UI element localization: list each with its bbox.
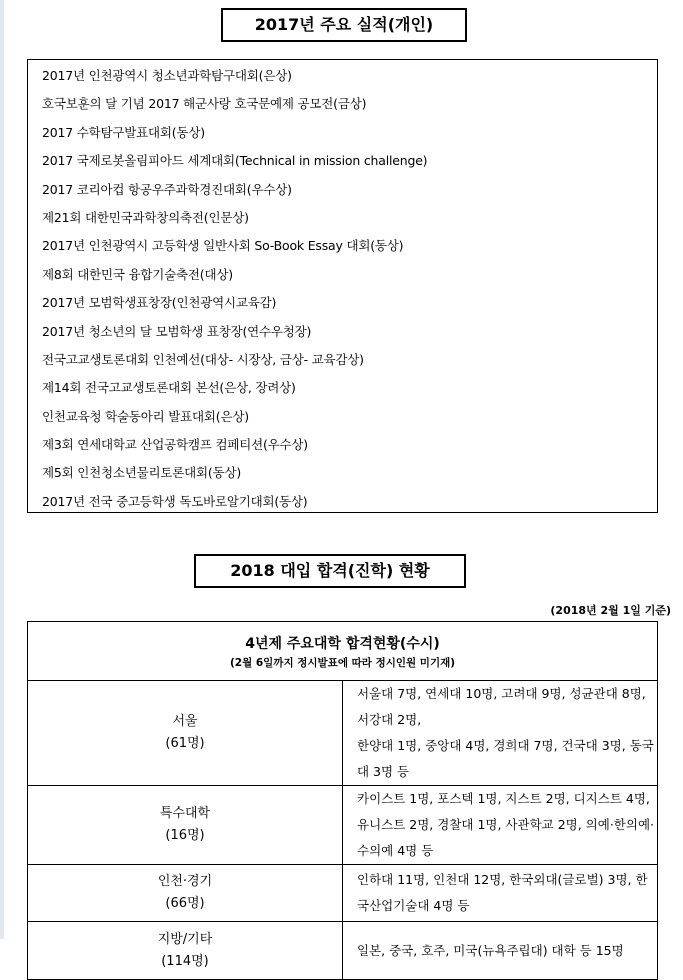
table-header: [28, 622, 658, 681]
region-cell: [28, 681, 343, 786]
region-name: 서울: [172, 714, 198, 729]
achievement-item: 2017년 모범학생표창장(인천광역시교육감): [42, 295, 277, 311]
region-cell: [28, 865, 343, 922]
basis-date: (2018년 2월 1일 기준): [550, 604, 671, 617]
achievement-item: 제3회 연세대학교 산업공학캠프 컴페티션(우수상): [42, 437, 308, 453]
detail-line: 유니스트 2명, 경찰대 1명, 사관학교 2명, 의예·한의예·수의예 4명 등: [357, 817, 654, 858]
table-row: [28, 786, 658, 865]
region-count: (61명): [165, 736, 205, 751]
table-title: 4년제 주요대학 합격현황(수시): [245, 636, 440, 652]
window-left-edge: [0, 0, 4, 939]
region-count: (114명): [161, 953, 209, 969]
achievements-list: [27, 59, 658, 513]
detail-cell: [343, 865, 658, 922]
region-count: (66명): [165, 896, 205, 911]
achievement-item: 제8회 대한민국 융합기술축전(대상): [42, 266, 233, 282]
achievement-item: 전국고교생토론대회 인천예선(대상- 시장상, 금상- 교육감상): [42, 351, 364, 367]
achievement-item: 2017년 인천광역시 고등학생 일반사회 So-Book Essay 대회(동상): [42, 238, 404, 254]
region-name: 특수대학: [159, 806, 211, 821]
achievement-item: 2017 국제로봇올림피아드 세계대회(Technical in mission challenge): [42, 153, 428, 169]
region-cell: [28, 786, 343, 865]
detail-line: 인하대 11명, 인천대 12명, 한국외대(글로벌) 3명, 한국산업기술대 4명 등: [357, 872, 648, 913]
admissions-title: 2018 대입 합격(진학) 현황: [194, 554, 466, 588]
achievement-item: 제5회 인천청소년물리토론대회(동상): [42, 465, 242, 481]
table-row: [28, 865, 658, 922]
detail-cell: [343, 681, 658, 786]
detail-cell: [343, 786, 658, 865]
achievement-item: 2017년 전국 중고등학생 독도바로알기대회(동상): [42, 493, 308, 509]
achievement-item: 2017 코리아컵 항공우주과학경진대회(우수상): [42, 181, 292, 197]
table-subtitle: (2월 6일까지 정시발표에 따라 정시인원 미기재): [229, 657, 456, 669]
achievements-title: 2017년 주요 실적(개인): [221, 8, 467, 42]
achievement-item: 제21회 대한민국과학창의축전(인문상): [42, 209, 249, 225]
detail-cell: [343, 922, 658, 980]
table-row: [28, 922, 658, 980]
region-cell: [28, 922, 343, 980]
detail-line: 일본, 중국, 호주, 미국(뉴욕주립대) 대학 등 15명: [357, 942, 624, 958]
achievement-item: 2017 수학탐구발표대회(동상): [42, 124, 205, 140]
detail-line: 카이스트 1명, 포스텍 1명, 지스트 2명, 디지스트 4명,: [357, 791, 650, 806]
detail-line: 서울대 7명, 연세대 10명, 고려대 9명, 성균관대 8명, 서강대 2명,: [357, 686, 646, 727]
admissions-table: [27, 621, 658, 980]
achievement-item: 호국보훈의 달 기념 2017 해군사랑 호국문예제 공모전(금상): [42, 96, 367, 112]
table-row: [28, 681, 658, 786]
achievement-item: 제14회 전국고교생토론대회 본선(은상, 장려상): [42, 380, 296, 396]
region-name: 인천·경기: [157, 874, 213, 889]
detail-line: 한양대 1명, 중앙대 4명, 경희대 7명, 건국대 3명, 동국대 3명 등: [357, 738, 654, 779]
achievement-item: 2017년 청소년의 달 모범학생 표창장(연수우청장): [42, 323, 312, 339]
region-name: 지방/기타: [157, 931, 213, 947]
achievement-item: 인천교육청 학술동아리 발표대회(은상): [42, 408, 249, 424]
achievement-item: 2017년 인천광역시 청소년과학탐구대회(은상): [42, 68, 292, 83]
region-count: (16명): [165, 828, 205, 843]
